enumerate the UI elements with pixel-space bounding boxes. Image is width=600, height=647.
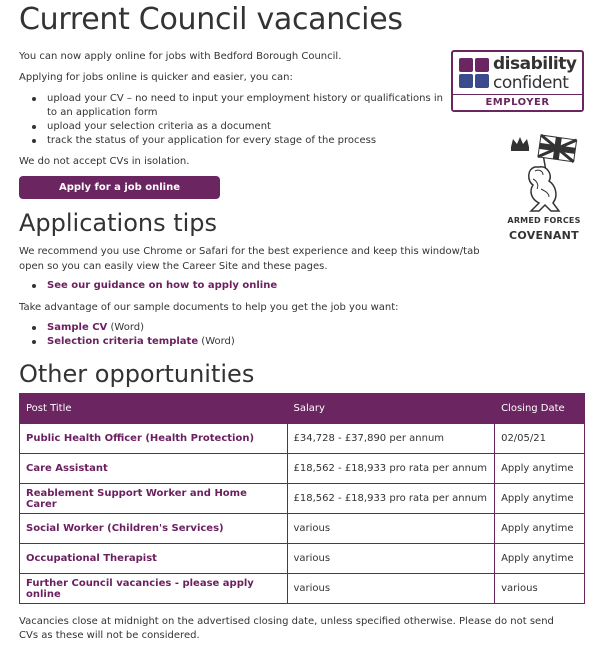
salary-cell: various — [287, 574, 495, 604]
file-type: (Word) — [107, 322, 144, 333]
guidance-link[interactable]: See our guidance on how to apply online — [47, 280, 278, 291]
list-item — [29, 335, 235, 349]
post-title-link[interactable]: Further Council vacancies - please apply online — [20, 574, 288, 604]
samples-intro: Take advantage of our sample documents to help you get the job you want: — [19, 302, 399, 313]
logo-text: disability — [493, 54, 577, 74]
post-title-link[interactable]: Reablement Support Worker and Home Carer — [20, 484, 288, 514]
disability-confident-icons — [459, 58, 489, 88]
table-row — [20, 544, 585, 574]
closing-date-cell: Apply anytime — [495, 454, 585, 484]
crown-icon — [511, 137, 529, 151]
closing-date-cell: Apply anytime — [495, 484, 585, 514]
salary-cell: various — [287, 544, 495, 574]
column-header: Post Title — [20, 394, 288, 424]
no-cvs-text: We do not accept CVs in isolation. — [19, 156, 190, 167]
intro-text: You can now apply online for jobs with Bedford Borough Council. — [19, 51, 342, 62]
closing-date-cell: various — [495, 574, 585, 604]
list-item — [29, 321, 235, 335]
logo-text: confident — [493, 73, 569, 93]
list-item: track the status of your application for every stage of the process — [29, 134, 449, 148]
column-header: Salary — [287, 394, 495, 424]
tips-text: We recommend you use Chrome or Safari for the best experience and keep this window/tab open so you can easily view the Career Site and these pages. — [19, 246, 480, 272]
post-title-link[interactable]: Care Assistant — [20, 454, 288, 484]
lion-flag-icon — [505, 133, 583, 215]
post-title-link[interactable]: Public Health Officer (Health Protection) — [20, 424, 288, 454]
sample-cv-link[interactable]: Sample CV — [47, 322, 108, 333]
post-title-link[interactable]: Social Worker (Children's Services) — [20, 514, 288, 544]
table-row — [20, 484, 585, 514]
logo-band-text: EMPLOYER — [453, 94, 582, 110]
footer-note: Vacancies close at midnight on the advertised closing date, unless specified otherwise. Please do not send CVs as these will not be considered. — [19, 616, 554, 641]
tips-heading: Applications tips — [19, 209, 218, 237]
intro-text-2: Applying for jobs online is quicker and easier, you can: — [19, 72, 293, 83]
file-type: (Word) — [198, 336, 235, 347]
column-header: Closing Date — [495, 394, 585, 424]
benefits-list — [29, 92, 449, 148]
selection-criteria-link[interactable]: Selection criteria template — [47, 336, 199, 347]
armed-forces-covenant-logo — [505, 133, 583, 245]
samples-list — [29, 321, 235, 349]
page-title: Current Council vacancies — [19, 2, 403, 37]
salary-cell: £34,728 - £37,890 per annum — [287, 424, 495, 454]
table-row — [20, 574, 585, 604]
table-row — [20, 424, 585, 454]
disability-confident-logo — [451, 50, 584, 112]
salary-cell: various — [287, 514, 495, 544]
table-header-row — [20, 394, 585, 424]
list-item: upload your CV – no need to input your employment history or qualifications in to an application form — [29, 92, 449, 120]
closing-date-cell: Apply anytime — [495, 544, 585, 574]
guidance-list — [29, 279, 277, 293]
salary-cell: £18,562 - £18,933 pro rata per annum — [287, 484, 495, 514]
vacancies-table — [19, 393, 585, 604]
salary-cell: £18,562 - £18,933 pro rata per annum — [287, 454, 495, 484]
post-title-link[interactable]: Occupational Therapist — [20, 544, 288, 574]
logo-text: COVENANT — [509, 229, 579, 242]
table-row — [20, 514, 585, 544]
closing-date-cell: Apply anytime — [495, 514, 585, 544]
apply-online-button[interactable]: Apply for a job online — [19, 176, 220, 199]
table-row — [20, 454, 585, 484]
opportunities-heading: Other opportunities — [19, 360, 255, 388]
list-item — [29, 279, 277, 293]
logo-text: ARMED FORCES — [507, 216, 581, 225]
closing-date-cell: 02/05/21 — [495, 424, 585, 454]
list-item: upload your selection criteria as a document — [29, 120, 449, 134]
